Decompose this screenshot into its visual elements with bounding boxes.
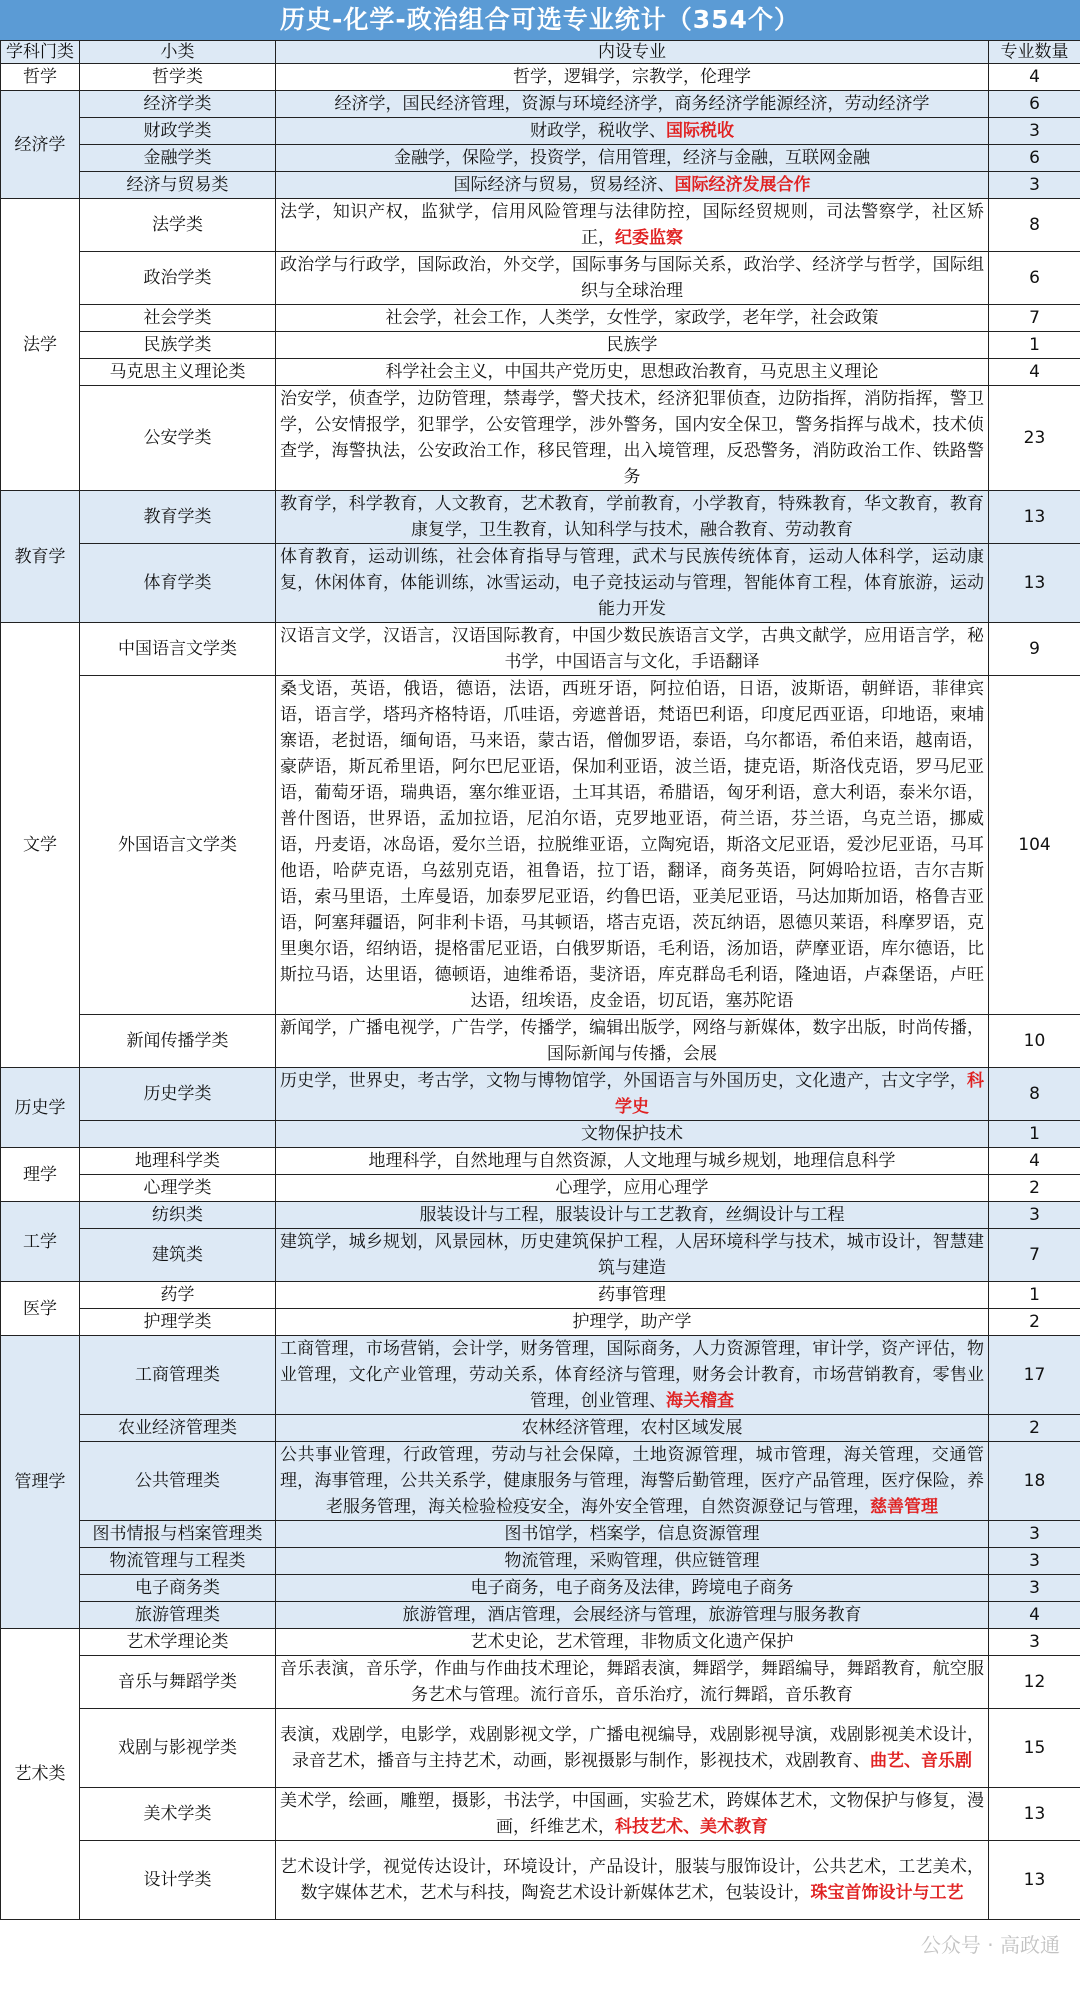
count-cell: 6 (989, 91, 1080, 118)
majors-cell (276, 332, 989, 359)
majors-text: 农林经济管理，农村区域发展 (521, 1418, 743, 1438)
majors-cell (276, 386, 989, 491)
column-header: 专业数量 (989, 41, 1080, 64)
table-row (1, 1788, 1080, 1841)
majors-text: 金融学，保险学，投资学，信用管理，经济与金融，互联网金融 (394, 148, 870, 168)
highlighted-major: 纪委监察 (615, 228, 683, 248)
majors-cell (276, 1175, 989, 1202)
majors-text: 社会学，社会工作，人类学，女性学，家政学，老年学，社会政策 (385, 308, 879, 328)
count-cell: 4 (989, 1602, 1080, 1629)
header-row (1, 41, 1080, 64)
majors-text: 新闻学，广播电视学，广告学，传播学，编辑出版学，网络与新媒体，数字出版，时尚传播，国际新闻与传播，会展 (280, 1018, 984, 1064)
count-cell: 7 (989, 1229, 1080, 1282)
subcategory-cell: 哲学类 (80, 64, 276, 91)
category-cell: 医学 (1, 1282, 80, 1336)
majors-text: 建筑学，城乡规划，风景园林，历史建筑保护工程，人居环境科学与技术，城市设计，智慧建筑与建造 (280, 1232, 984, 1278)
table-row (1, 1442, 1080, 1521)
majors-cell (276, 91, 989, 118)
count-cell: 18 (989, 1442, 1080, 1521)
majors-text: 公共事业管理，行政管理，劳动与社会保障，土地资源管理，城市管理，海关管理，交通管理，海事管理，公共关系学，健康服务与管理，海警后勤管理，医疗产品管理，医疗保险，养老服务管理，海关检验检疫安全，海外安全管理，自然资源登记与管理， (280, 1445, 984, 1517)
subcategory-cell: 历史学类 (80, 1068, 276, 1121)
majors-cell (276, 118, 989, 145)
subcategory-cell: 艺术学理论类 (80, 1629, 276, 1656)
table-row (1, 386, 1080, 491)
table-row (1, 172, 1080, 199)
count-cell: 2 (989, 1309, 1080, 1336)
category-cell: 理学 (1, 1148, 80, 1202)
highlighted-major: 珠宝首饰设计与工艺 (810, 1883, 964, 1903)
majors-cell (276, 1068, 989, 1121)
table-row (1, 491, 1080, 544)
count-cell: 23 (989, 386, 1080, 491)
majors-text: 哲学，逻辑学，宗教学，伦理学 (513, 67, 751, 87)
table-row (1, 1309, 1080, 1336)
subcategory-cell: 公共管理类 (80, 1442, 276, 1521)
page-title: 历史-化学-政治组合可选专业统计（354个） (0, 0, 1080, 40)
majors-text: 护理学，助产学 (572, 1312, 692, 1332)
subcategory-cell: 财政学类 (80, 118, 276, 145)
subcategory-cell: 金融学类 (80, 145, 276, 172)
majors-text: 表演，戏剧学，电影学，戏剧影视文学，广播电视编导，戏剧影视导演，戏剧影视美术设计，录音艺术，播音与主持艺术，动画，影视摄影与制作，影视技术，戏剧教育、 (280, 1725, 984, 1771)
category-cell: 工学 (1, 1202, 80, 1282)
table-row (1, 1068, 1080, 1121)
majors-text: 历史学，世界史，考古学，文物与博物馆学，外国语言与外国历史，文化遗产，古文字学， (280, 1071, 967, 1091)
majors-cell (276, 1309, 989, 1336)
majors-text: 体育教育，运动训练，社会体育指导与管理，武术与民族传统体育，运动人体科学，运动康复，休闲体育，体能训练，冰雪运动，电子竞技运动与管理，智能体育工程，体育旅游，运动能力开发 (280, 547, 984, 619)
table-row (1, 1656, 1080, 1709)
subcategory-cell: 设计学类 (80, 1841, 276, 1920)
table-row (1, 1202, 1080, 1229)
subcategory-cell: 建筑类 (80, 1229, 276, 1282)
table-row (1, 1841, 1080, 1920)
majors-text: 艺术史论，艺术管理，非物质文化遗产保护 (470, 1632, 794, 1652)
majors-cell (276, 1841, 989, 1920)
table-row (1, 1629, 1080, 1656)
majors-text: 服装设计与工程，服装设计与工艺教育，丝绸设计与工程 (419, 1205, 845, 1225)
majors-cell (276, 199, 989, 252)
table-row (1, 676, 1080, 1015)
table-row (1, 544, 1080, 623)
majors-text: 财政学，税收学、 (530, 121, 666, 141)
table-row (1, 1148, 1080, 1175)
subcategory-cell: 中国语言文学类 (80, 623, 276, 676)
majors-cell (276, 1548, 989, 1575)
subcategory-cell: 工商管理类 (80, 1336, 276, 1415)
count-cell: 3 (989, 1521, 1080, 1548)
subcategory-cell: 社会学类 (80, 305, 276, 332)
majors-text: 民族学 (606, 335, 658, 355)
majors-text: 国际经济与贸易，贸易经济、 (453, 175, 675, 195)
count-cell: 2 (989, 1175, 1080, 1202)
table-row (1, 359, 1080, 386)
table-row (1, 145, 1080, 172)
majors-text: 工商管理，市场营销，会计学，财务管理，国际商务，人力资源管理，审计学，资产评估，物业管理，文化产业管理，劳动关系，体育经济与管理，财务会计教育，市场营销教育，零售业管理，创业管理、 (280, 1339, 984, 1411)
majors-text: 物流管理，采购管理，供应链管理 (504, 1551, 760, 1571)
subcategory-cell: 民族学类 (80, 332, 276, 359)
subcategory-cell: 电子商务类 (80, 1575, 276, 1602)
majors-text: 心理学，应用心理学 (555, 1178, 709, 1198)
count-cell: 4 (989, 359, 1080, 386)
count-cell: 8 (989, 199, 1080, 252)
subcategory-cell: 教育学类 (80, 491, 276, 544)
highlighted-major: 国际经济发展合作 (674, 175, 811, 195)
count-cell: 13 (989, 491, 1080, 544)
count-cell: 9 (989, 623, 1080, 676)
majors-text: 旅游管理，酒店管理，会展经济与管理，旅游管理与服务教育 (402, 1605, 862, 1625)
count-cell: 3 (989, 172, 1080, 199)
subcategory-cell: 心理学类 (80, 1175, 276, 1202)
subcategory-cell: 护理学类 (80, 1309, 276, 1336)
majors-cell (276, 1202, 989, 1229)
table-row (1, 118, 1080, 145)
majors-cell (276, 1656, 989, 1709)
majors-text: 图书馆学，档案学，信息资源管理 (504, 1524, 760, 1544)
highlighted-major: 国际税收 (666, 121, 734, 141)
category-cell: 法学 (1, 199, 80, 491)
category-cell: 教育学 (1, 491, 80, 623)
majors-cell (276, 64, 989, 91)
category-cell: 管理学 (1, 1336, 80, 1629)
subcategory-cell: 新闻传播学类 (80, 1015, 276, 1068)
count-cell: 6 (989, 145, 1080, 172)
majors-cell (276, 1121, 989, 1148)
majors-cell (276, 491, 989, 544)
majors-cell (276, 1415, 989, 1442)
table-row (1, 1175, 1080, 1202)
table-row (1, 1575, 1080, 1602)
count-cell: 4 (989, 1148, 1080, 1175)
majors-text: 音乐表演，音乐学，作曲与作曲技术理论，舞蹈表演，舞蹈学，舞蹈编导，舞蹈教育，航空服务艺术与管理。流行音乐，音乐治疗，流行舞蹈，音乐教育 (280, 1659, 984, 1705)
column-header: 内设专业 (276, 41, 989, 64)
majors-cell (276, 172, 989, 199)
majors-cell (276, 359, 989, 386)
majors-text: 电子商务，电子商务及法律，跨境电子商务 (470, 1578, 794, 1598)
table-row (1, 252, 1080, 305)
subcategory-cell (80, 1121, 276, 1148)
highlighted-major: 曲艺、音乐剧 (870, 1751, 972, 1771)
majors-cell (276, 544, 989, 623)
majors-text: 桑戈语，英语，俄语，德语，法语，西班牙语，阿拉伯语，日语，波斯语，朝鲜语，菲律宾语，语言学，塔玛齐格特语，爪哇语，旁遮普语，梵语巴利语，印度尼西亚语，印地语，柬埔寨语，老挝语，缅甸语，马来语，蒙古语，僧伽罗语，泰语，乌尔都语，希伯来语，越南语，豪萨语，斯瓦希里语，阿尔巴尼亚语，保加利亚语，波兰语，捷克语，斯洛伐克语，罗马尼亚语，葡萄牙语，瑞典语，塞尔维亚语，土耳其语，希腊语，匈牙利语，意大利语，泰米尔语，普什图语，世界语，孟加拉语，尼泊尔语，克罗地亚语，荷兰语，芬兰语，乌克兰语，挪威语，丹麦语，冰岛语，爱尔兰语，拉脱维亚语，立陶宛语，斯洛文尼亚语，爱沙尼亚语，马耳他语，哈萨克语，乌兹别克语，祖鲁语，拉丁语，翻译，商务英语，阿姆哈拉语，吉尔吉斯语，索马里语，土库曼语，加泰罗尼亚语，约鲁巴语，亚美尼亚语，马达加斯加语，格鲁吉亚语，阿塞拜疆语，阿非利卡语，马其顿语，塔吉克语，茨瓦纳语，恩德贝莱语，科摩罗语，克里奥尔语，绍纳语，提格雷尼亚语，白俄罗斯语，毛利语，汤加语，萨摩亚语，库尔德语，比斯拉马语，达里语，德顿语，迪维希语，斐济语，库克群岛毛利语，隆迪语，卢森堡语，卢旺达语，纽埃语，皮金语，切瓦语，塞苏陀语 (280, 679, 984, 1011)
category-cell: 文学 (1, 623, 80, 1068)
count-cell: 10 (989, 1015, 1080, 1068)
majors-text: 经济学，国民经济管理，资源与环境经济学，商务经济学能源经济，劳动经济学 (334, 94, 930, 114)
table-row (1, 305, 1080, 332)
majors-cell (276, 1602, 989, 1629)
category-cell: 历史学 (1, 1068, 80, 1148)
highlighted-major: 慈善管理 (870, 1497, 938, 1517)
table-row (1, 199, 1080, 252)
majors-cell (276, 1629, 989, 1656)
watermark: 公众号 · 高政通 (920, 1933, 1060, 1957)
count-cell: 13 (989, 1841, 1080, 1920)
table-row (1, 1336, 1080, 1415)
subcategory-cell: 物流管理与工程类 (80, 1548, 276, 1575)
majors-table (0, 40, 1080, 1920)
subcategory-cell: 体育学类 (80, 544, 276, 623)
count-cell: 12 (989, 1656, 1080, 1709)
subcategory-cell: 图书情报与档案管理类 (80, 1521, 276, 1548)
count-cell: 13 (989, 1788, 1080, 1841)
highlighted-major: 海关稽查 (666, 1391, 734, 1411)
count-cell: 8 (989, 1068, 1080, 1121)
count-cell: 17 (989, 1336, 1080, 1415)
count-cell: 3 (989, 118, 1080, 145)
subcategory-cell: 公安学类 (80, 386, 276, 491)
majors-cell (276, 623, 989, 676)
majors-text: 美术学，绘画，雕塑，摄影，书法学，中国画，实验艺术，跨媒体艺术，文物保护与修复，漫画，纤维艺术， (280, 1791, 984, 1837)
majors-cell (276, 1282, 989, 1309)
highlighted-major: 科技艺术、美术教育 (615, 1817, 768, 1837)
majors-cell (276, 1148, 989, 1175)
count-cell: 104 (989, 676, 1080, 1015)
table-row (1, 1415, 1080, 1442)
majors-cell (276, 1229, 989, 1282)
majors-text: 药事管理 (598, 1285, 666, 1305)
category-cell: 经济学 (1, 91, 80, 199)
majors-cell (276, 252, 989, 305)
count-cell: 15 (989, 1709, 1080, 1788)
count-cell: 13 (989, 544, 1080, 623)
table-row (1, 1709, 1080, 1788)
table-row (1, 1015, 1080, 1068)
subcategory-cell: 美术学类 (80, 1788, 276, 1841)
majors-cell (276, 1015, 989, 1068)
table-row (1, 1282, 1080, 1309)
majors-text: 法学，知识产权，监狱学，信用风险管理与法律防控，国际经贸规则，司法警察学，社区矫正， (280, 202, 984, 248)
majors-text: 科学社会主义，中国共产党历史，思想政治教育，马克思主义理论 (385, 362, 879, 382)
category-cell: 哲学 (1, 64, 80, 91)
count-cell: 1 (989, 1282, 1080, 1309)
highlighted-major: 科学史 (615, 1071, 984, 1117)
majors-cell (276, 1575, 989, 1602)
count-cell: 7 (989, 305, 1080, 332)
table-row (1, 1229, 1080, 1282)
table-row (1, 1602, 1080, 1629)
majors-cell (276, 1442, 989, 1521)
majors-cell (276, 1709, 989, 1788)
subcategory-cell: 戏剧与影视学类 (80, 1709, 276, 1788)
table-row (1, 1521, 1080, 1548)
table-row (1, 64, 1080, 91)
count-cell: 3 (989, 1548, 1080, 1575)
majors-text: 地理科学，自然地理与自然资源，人文地理与城乡规划，地理信息科学 (368, 1151, 896, 1171)
table-row (1, 1548, 1080, 1575)
table-row (1, 1121, 1080, 1148)
table-row (1, 623, 1080, 676)
majors-text: 政治学与行政学，国际政治，外交学，国际事务与国际关系，政治学、经济学与哲学，国际组织与全球治理 (280, 255, 984, 301)
subcategory-cell: 政治学类 (80, 252, 276, 305)
count-cell: 1 (989, 1121, 1080, 1148)
table-row (1, 91, 1080, 118)
count-cell: 6 (989, 252, 1080, 305)
subcategory-cell: 音乐与舞蹈学类 (80, 1656, 276, 1709)
subcategory-cell: 旅游管理类 (80, 1602, 276, 1629)
majors-text: 文物保护技术 (581, 1124, 683, 1144)
count-cell: 4 (989, 64, 1080, 91)
count-cell: 3 (989, 1202, 1080, 1229)
count-cell: 2 (989, 1415, 1080, 1442)
majors-cell (276, 676, 989, 1015)
majors-text: 治安学，侦查学，边防管理，禁毒学，警犬技术，经济犯罪侦查，边防指挥，消防指挥，警卫学，公安情报学，犯罪学，公安管理学，涉外警务，国内安全保卫，警务指挥与战术，技术侦查学，海警执法，公安政治工作，移民管理，出入境管理，反恐警务，消防政治工作、铁路警务 (280, 389, 984, 487)
subcategory-cell: 地理科学类 (80, 1148, 276, 1175)
majors-cell (276, 305, 989, 332)
subcategory-cell: 经济与贸易类 (80, 172, 276, 199)
table-row (1, 332, 1080, 359)
majors-text: 教育学，科学教育，人文教育，艺术教育，学前教育，小学教育，特殊教育，华文教育，教育康复学，卫生教育，认知科学与技术，融合教育、劳动教育 (280, 494, 984, 540)
category-cell: 艺术类 (1, 1629, 80, 1920)
column-header: 小类 (80, 41, 276, 64)
count-cell: 3 (989, 1575, 1080, 1602)
majors-cell (276, 1521, 989, 1548)
subcategory-cell: 马克思主义理论类 (80, 359, 276, 386)
majors-cell (276, 1336, 989, 1415)
majors-cell (276, 1788, 989, 1841)
majors-cell (276, 145, 989, 172)
subcategory-cell: 农业经济管理类 (80, 1415, 276, 1442)
majors-text: 汉语言文学，汉语言，汉语国际教育，中国少数民族语言文学，古典文献学，应用语言学，秘书学，中国语言与文化，手语翻译 (280, 626, 984, 672)
subcategory-cell: 纺织类 (80, 1202, 276, 1229)
count-cell: 3 (989, 1629, 1080, 1656)
subcategory-cell: 经济学类 (80, 91, 276, 118)
subcategory-cell: 外国语言文学类 (80, 676, 276, 1015)
subcategory-cell: 法学类 (80, 199, 276, 252)
count-cell: 1 (989, 332, 1080, 359)
majors-text: 艺术设计学，视觉传达设计，环境设计，产品设计，服装与服饰设计，公共艺术，工艺美术，数字媒体艺术，艺术与科技，陶瓷艺术设计新媒体艺术，包装设计， (280, 1857, 984, 1903)
column-header: 学科门类 (1, 41, 80, 64)
subcategory-cell: 药学 (80, 1282, 276, 1309)
